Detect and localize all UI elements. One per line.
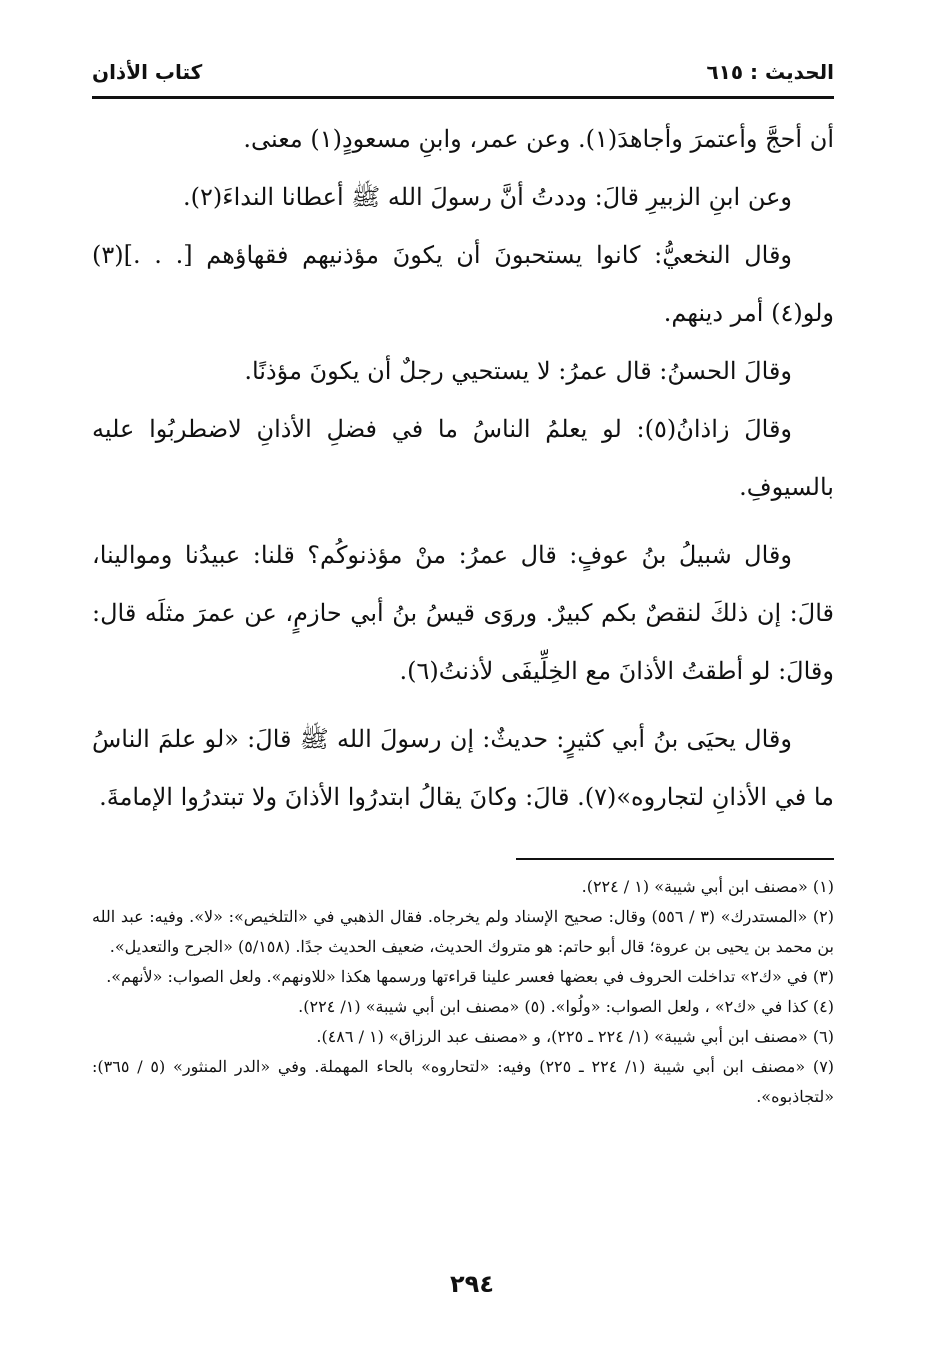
book-title: كتاب الأذان bbox=[92, 60, 203, 84]
paragraph: وقال النخعيُّ: كانوا يستحبونَ أن يكونَ مؤذنيهم فقهاؤهم [. . .](٣) ولو(٤) أمر دينهم. bbox=[92, 241, 834, 327]
footnote-divider bbox=[516, 858, 834, 860]
footnote: (٢) «المستدرك» (٣ / ٥٥٦) وقال: صحيح الإسناد ولم يخرجاه. فقال الذهبي في «التلخيص»: «لا». وفيه: عبد الله بن محمد بن يحيى بن عروة؛ قال أبو حاتم: هو متروك الحديث، ضعيف الحديث جدًا. (٥/١٥٨) «الجرح والتعديل». bbox=[92, 907, 835, 956]
paragraph: وعن ابنِ الزبيرِ قالَ: وددتُ أنَّ رسولَ الله ﷺ أعطانا النداءَ(٢). bbox=[183, 183, 792, 211]
running-header bbox=[92, 60, 834, 96]
footnotes bbox=[92, 872, 834, 1112]
footnote: (٤) كذا في «ك٢» ، ولعل الصواب: «ولُوا». (٥) «مصنف ابن أبي شيبة» (١/ ٢٢٤). bbox=[298, 997, 834, 1016]
footnote: (٦) «مصنف ابن أبي شيبة» (١/ ٢٢٤ ـ ٢٢٥)، و «مصنف عبد الرزاق» (١ / ٤٨٦). bbox=[316, 1027, 834, 1046]
paragraph: وقالَ زاذانُ(٥): لو يعلمُ الناسُ ما في فضلِ الأذانِ لاضطربُوا عليه بالسيوفِ. bbox=[92, 415, 834, 501]
footnote: (١) «مصنف ابن أبي شيبة» (١ / ٢٢٤). bbox=[581, 877, 834, 896]
paragraph: أن أحجَّ وأعتمرَ وأجاهدَ(١). وعن عمر، وابنِ مسعودٍ(١) معنى. bbox=[243, 125, 834, 153]
header-divider bbox=[92, 96, 834, 99]
paragraph: وقالَ الحسنُ: قال عمرُ: لا يستحيي رجلٌ أن يكونَ مؤذنًا. bbox=[244, 357, 792, 385]
paragraph: وقال يحيَى بنُ أبي كثيرٍ: حديثٌ: إن رسولَ الله ﷺ قالَ: «لو علمَ الناسُ ما في الأذانِ لتجاروه»(٧). قالَ: وكانَ يقالُ ابتدرُوا الأذانَ ولا تبتدرُوا الإمامةَ. bbox=[92, 725, 834, 811]
footnote: (٧) «مصنف ابن أبي شيبة (١/ ٢٢٤ ـ ٢٢٥) وفيه: «لتحاروه» بالحاء المهملة. وفي «الدر المنثور» (٥ / ٣٦٥): «لتجاذبوه». bbox=[92, 1057, 835, 1106]
paragraph: وقال شبيلُ بنُ عوفٍ: قال عمرُ: منْ مؤذنوكُم؟ قلنا: عبيدُنا وموالينا، قالَ: إن ذلكَ لنقصٌ بكم كبيرٌ. وروَى قيسُ بنُ أبي حازمٍ، عن عمرَ مثلَه قال: وقالَ: لو أطقتُ الأذانَ مع الخِلِّيفَى لأذنتُ(٦). bbox=[92, 541, 834, 685]
footnote: (٣) في «ك٢» تداخلت الحروف في بعضها فعسر علينا قراءتها ورسمها هكذا «للاونهم». ولعل الصواب: «لأنهم». bbox=[106, 967, 834, 986]
hadith-number-label: الحديث : ٦١٥ bbox=[706, 60, 834, 84]
main-text bbox=[92, 110, 834, 826]
page-number: ٢٩٤ bbox=[450, 1270, 494, 1298]
